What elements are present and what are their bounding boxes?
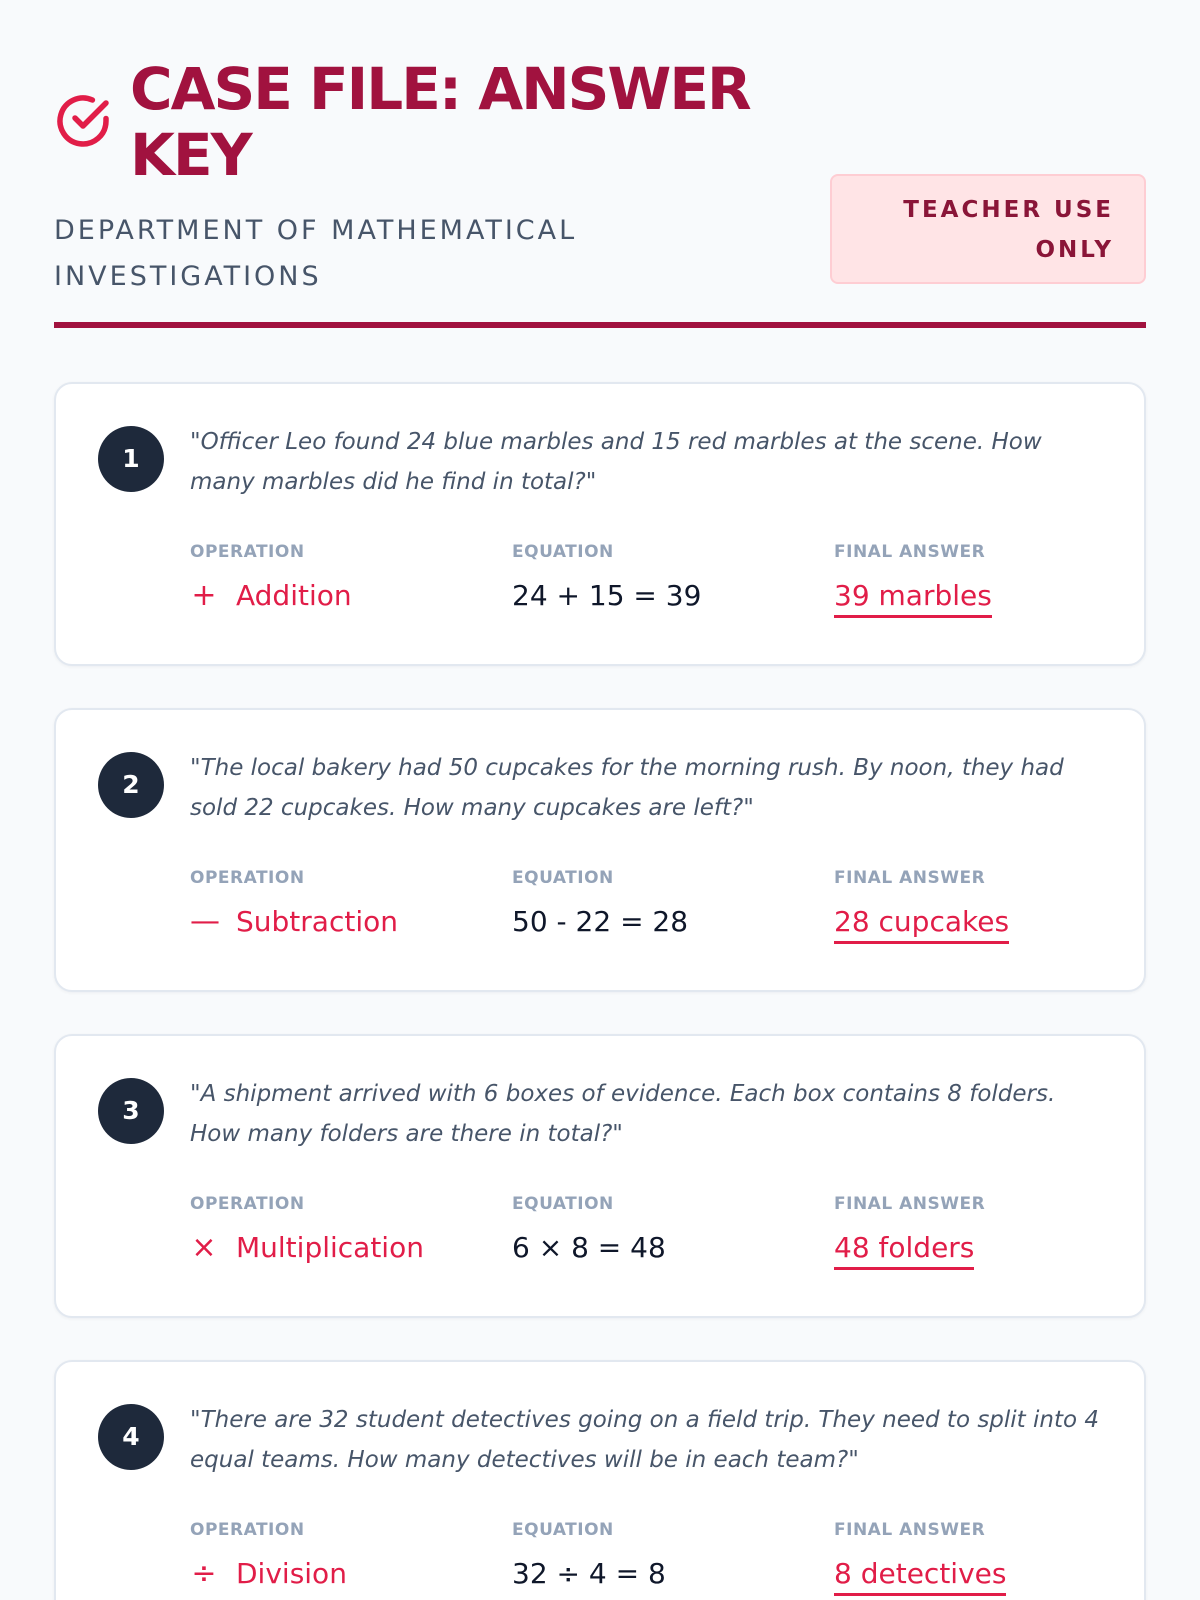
minus-icon: — bbox=[190, 904, 220, 939]
final-answer-value: 39 marbles bbox=[834, 579, 992, 618]
final-answer-label: FINAL ANSWER bbox=[834, 542, 986, 562]
equation-column bbox=[512, 542, 701, 616]
divide-icon: ÷ bbox=[191, 1556, 217, 1591]
final-answer-label: FINAL ANSWER bbox=[834, 868, 986, 888]
times-icon: × bbox=[191, 1230, 217, 1265]
final-answer-label: FINAL ANSWER bbox=[834, 1194, 986, 1214]
final-answer-value: 8 detectives bbox=[834, 1557, 1006, 1596]
operation-name: Subtraction bbox=[236, 905, 398, 938]
case-number: 4 bbox=[98, 1404, 164, 1470]
answer-column bbox=[834, 542, 992, 618]
operation-value bbox=[190, 1228, 424, 1268]
equation-label: EQUATION bbox=[512, 1194, 614, 1214]
case-card-3 bbox=[54, 1034, 1146, 1318]
operation-column bbox=[190, 1520, 347, 1594]
header bbox=[54, 56, 1146, 322]
case-question: "A shipment arrived with 6 boxes of evidence. Each box contains 8 folders. How many folders are there in total?" bbox=[190, 1081, 1056, 1147]
case-card-4 bbox=[54, 1360, 1146, 1600]
case-question: "There are 32 student detectives going on a field trip. They need to split into 4 equal teams. How many detectives will be in each team?" bbox=[190, 1407, 1100, 1473]
operation-name: Multiplication bbox=[236, 1231, 424, 1264]
case-number: 3 bbox=[98, 1078, 164, 1144]
equation-label: EQUATION bbox=[512, 1520, 614, 1540]
operation-label: OPERATION bbox=[190, 1520, 305, 1540]
case-card-1 bbox=[54, 382, 1146, 666]
equation-value: 32 ÷ 4 = 8 bbox=[512, 1557, 666, 1590]
operation-label: OPERATION bbox=[190, 1194, 305, 1214]
case-question: "The local bakery had 50 cupcakes for the morning rush. By noon, they had sold 22 cupcakes. How many cupcakes are left?" bbox=[190, 755, 1064, 821]
operation-column bbox=[190, 542, 352, 616]
equation-column bbox=[512, 1520, 666, 1594]
plus-icon: + bbox=[191, 578, 217, 613]
answer-column bbox=[834, 868, 1009, 944]
equation-value: 50 - 22 = 28 bbox=[512, 905, 689, 938]
equation-label: EQUATION bbox=[512, 868, 614, 888]
case-card-2 bbox=[54, 708, 1146, 992]
teacher-use-badge: TEACHER USE ONLY bbox=[830, 174, 1146, 284]
operation-value bbox=[190, 576, 352, 616]
operation-value bbox=[190, 1554, 347, 1594]
operation-label: OPERATION bbox=[190, 542, 305, 562]
case-number: 2 bbox=[98, 752, 164, 818]
final-answer-value: 28 cupcakes bbox=[834, 905, 1009, 944]
answer-column bbox=[834, 1194, 985, 1270]
department-subtitle: DEPARTMENT OF MATHEMATICAL INVESTIGATIONS bbox=[54, 215, 578, 292]
equation-column bbox=[512, 868, 688, 942]
answer-column bbox=[834, 1520, 1006, 1596]
final-answer-label: FINAL ANSWER bbox=[834, 1520, 986, 1540]
operation-name: Addition bbox=[236, 579, 352, 612]
title-row bbox=[54, 56, 1146, 188]
case-list bbox=[54, 382, 1146, 1600]
equation-value: 24 + 15 = 39 bbox=[512, 579, 702, 612]
final-answer-value: 48 folders bbox=[834, 1231, 974, 1270]
case-question: "Officer Leo found 24 blue marbles and 15 red marbles at the scene. How many marbles did he find in total?" bbox=[190, 429, 1042, 495]
operation-column bbox=[190, 868, 398, 942]
equation-value: 6 × 8 = 48 bbox=[512, 1231, 666, 1264]
operation-value bbox=[190, 902, 398, 942]
header-divider bbox=[54, 322, 1146, 328]
operation-name: Division bbox=[236, 1557, 347, 1590]
case-number: 1 bbox=[98, 426, 164, 492]
page-title: CASE FILE: ANSWER KEY bbox=[130, 55, 750, 189]
equation-column bbox=[512, 1194, 666, 1268]
equation-label: EQUATION bbox=[512, 542, 614, 562]
operation-label: OPERATION bbox=[190, 868, 305, 888]
operation-column bbox=[190, 1194, 424, 1268]
check-circle-icon bbox=[54, 92, 112, 150]
